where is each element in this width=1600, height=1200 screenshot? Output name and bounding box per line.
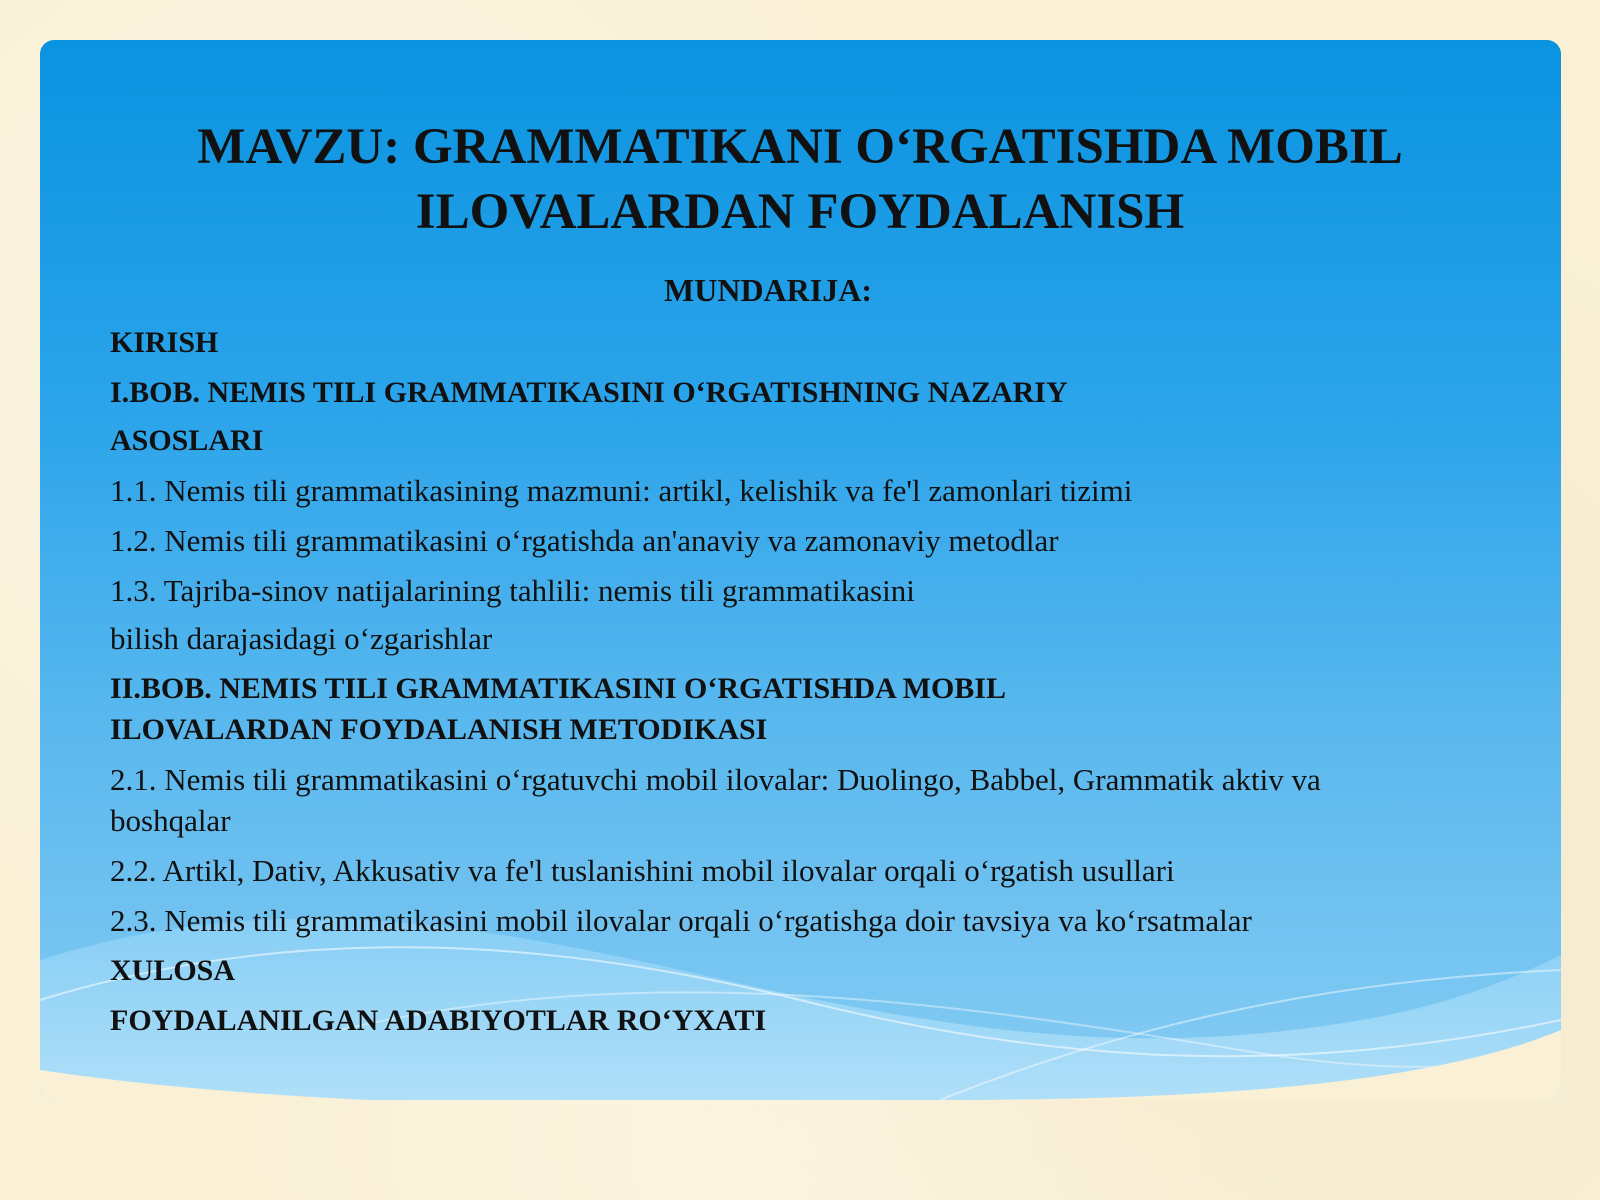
toc-item-1-3-line-2: bilish darajasidagi o‘zgarishlar (110, 621, 493, 656)
toc-item-chapter-2: II.BOB. NEMIS TILI GRAMMATIKASINI O‘RGATISHDA MOBIL ILOVALARDAN FOYDALANISH METODIKASI (110, 672, 1005, 746)
title-line-2: ILOVALARDAN FOYDALANISH (415, 184, 1185, 240)
toc-item-references: FOYDALANILGAN ADABIYOTLAR RO‘YXATI (110, 1004, 767, 1037)
slide-title (0, 115, 1600, 245)
toc-item-2-2: 2.2. Artikl, Dativ, Akkusativ va fe'l tuslanishini mobil ilovalar orqali o‘rgatish usullari (110, 853, 1175, 888)
table-of-contents (110, 322, 1550, 1050)
toc-item-xulosa: XULOSA (110, 954, 236, 987)
toc-item-1-3-line-1: 1.3. Tajriba-sinov natijalarining tahlili: nemis tili grammatikasini (110, 573, 915, 608)
toc-item-kirish: KIRISH (110, 326, 219, 359)
toc-heading: MUNDARIJA: (664, 272, 872, 308)
toc-item-2-3: 2.3. Nemis tili grammatikasini mobil ilovalar orqali o‘rgatishga doir tavsiya va ko‘rsatmalar (110, 903, 1252, 938)
title-line-1: MAVZU: GRAMMATIKANI O‘RGATISHDA MOBIL (197, 119, 1403, 175)
toc-item-chapter-1-line-2: ASOSLARI (110, 424, 264, 457)
toc-item-2-1: 2.1. Nemis tili grammatikasini o‘rgatuvchi mobil ilovalar: Duolingo, Babbel, Grammatik aktiv va boshqalar (110, 762, 1321, 838)
toc-item-1-2: 1.2. Nemis tili grammatikasini o‘rgatishda an'anaviy va zamonaviy metodlar (110, 523, 1059, 558)
toc-item-chapter-1-line-1: I.BOB. NEMIS TILI GRAMMATIKASINI O‘RGATISHNING NAZARIY (110, 376, 1068, 409)
toc-item-1-1: 1.1. Nemis tili grammatikasining mazmuni: artikl, kelishik va fe'l zamonlari tizimi (110, 473, 1133, 508)
